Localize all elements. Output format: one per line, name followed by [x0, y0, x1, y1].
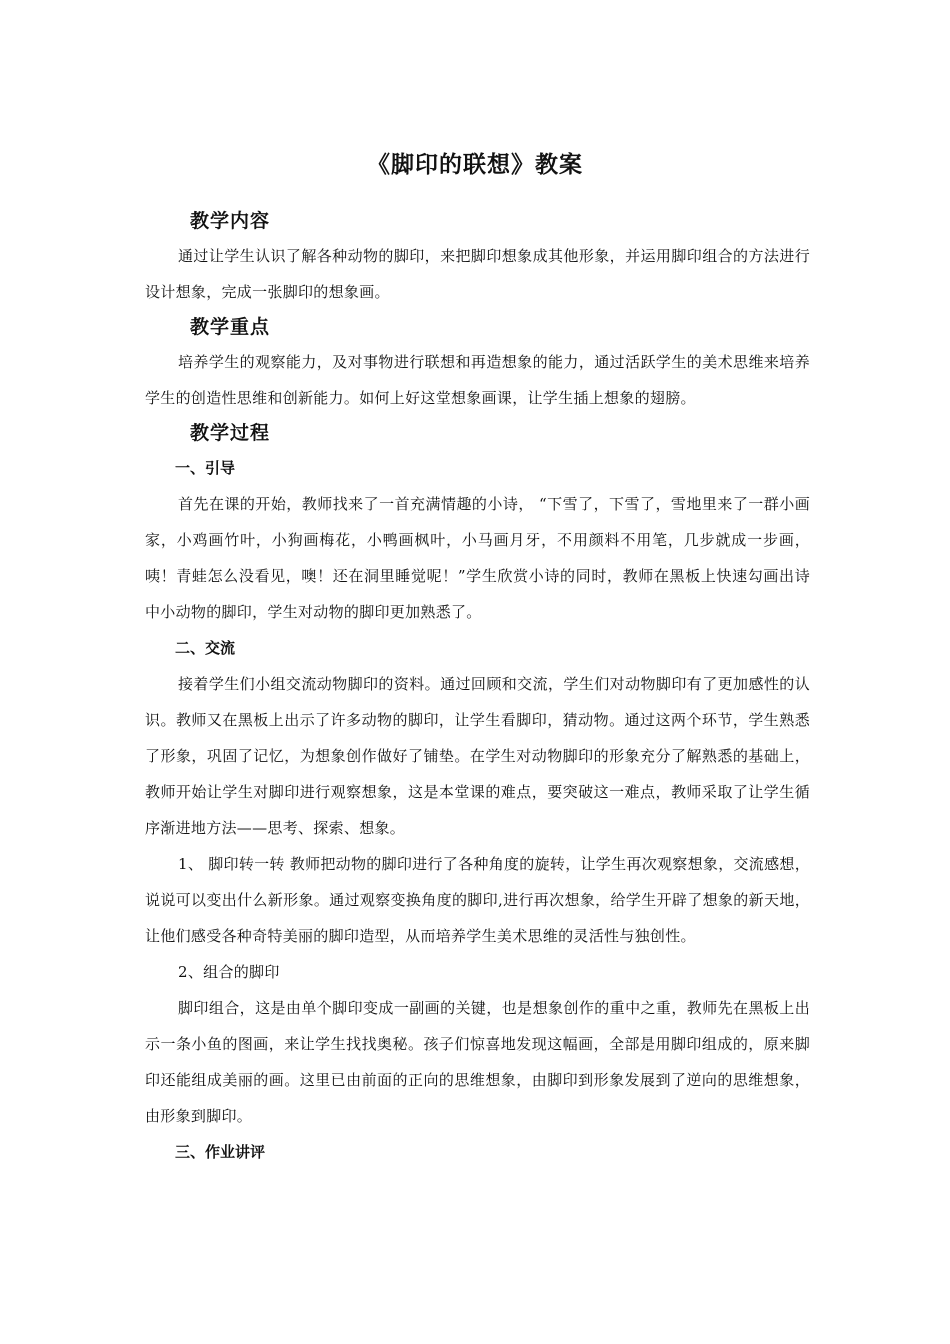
subheading-exchange: 二、交流: [175, 639, 236, 657]
page-title: 《脚印的联想》教案: [367, 152, 583, 178]
paragraph-rotate-footprint: 1、 脚印转一转 教师把动物的脚印进行了各种角度的旋转，让学生再次观察想象，交流感想，说说可以变出什么新形象。通过观察变换角度的脚印,进行再次想象，给学生开辟了想象的新天地，让他们感受各种奇特美丽的脚印造型，从而培养学生美术思维的灵活性与独创性。: [145, 855, 810, 945]
paragraph-combine-footprint: 脚印组合，这是由单个脚印变成一副画的关键，也是想象创作的重中之重，教师先在黑板上出示一条小鱼的图画，来让学生找找奥秘。孩子们惊喜地发现这幅画，全部是用脚印组成的，原来脚印还能组成美丽的画。这里已由前面的正向的思维想象，由脚印到形象发展到了逆向的思维想象，由形象到脚印。: [145, 999, 810, 1125]
section-heading-process: 教学过程: [190, 422, 271, 444]
subheading-guide: 一、引导: [175, 459, 236, 477]
paragraph-exchange: 接着学生们小组交流动物脚印的资料。通过回顾和交流，学生们对动物脚印有了更加感性的认识。教师又在黑板上出示了许多动物的脚印，让学生看脚印，猜动物。通过这两个环节，学生熟悉了形象，巩固了记忆，为想象创作做好了铺垫。在学生对动物脚印的形象充分了解熟悉的基础上，教师开始让学生对脚印进行观察想象，这是本堂课的难点，要突破这一难点，教师采取了让学生循序渐进地方法——思考、探索、想象。: [145, 675, 810, 837]
subheading-combine-footprint: 2、组合的脚印: [178, 963, 280, 981]
paragraph-focus: 培养学生的观察能力，及对事物进行联想和再造想象的能力，通过活跃学生的美术思维来培养学生的创造性思维和创新能力。如何上好这堂想象画课，让学生插上想象的翅膀。: [145, 353, 810, 407]
section-heading-content: 教学内容: [190, 210, 271, 232]
subheading-homework-review: 三、作业讲评: [175, 1143, 266, 1161]
paragraph-content: 通过让学生认识了解各种动物的脚印，来把脚印想象成其他形象，并运用脚印组合的方法进行设计想象，完成一张脚印的想象画。: [145, 247, 810, 301]
document-body: [145, 204, 810, 1170]
section-heading-focus: 教学重点: [190, 316, 271, 338]
paragraph-guide: 首先在课的开始，教师找来了一首充满情趣的小诗， “下雪了，下雪了，雪地里来了一群小画家，小鸡画竹叶，小狗画梅花，小鸭画枫叶，小马画月牙，不用颜料不用笔，几步就成一步画，咦！青蛙怎么没看见，噢！还在洞里睡觉呢！”学生欣赏小诗的同时，教师在黑板上快速勾画出诗中小动物的脚印，学生对动物的脚印更加熟悉了。: [145, 495, 810, 621]
